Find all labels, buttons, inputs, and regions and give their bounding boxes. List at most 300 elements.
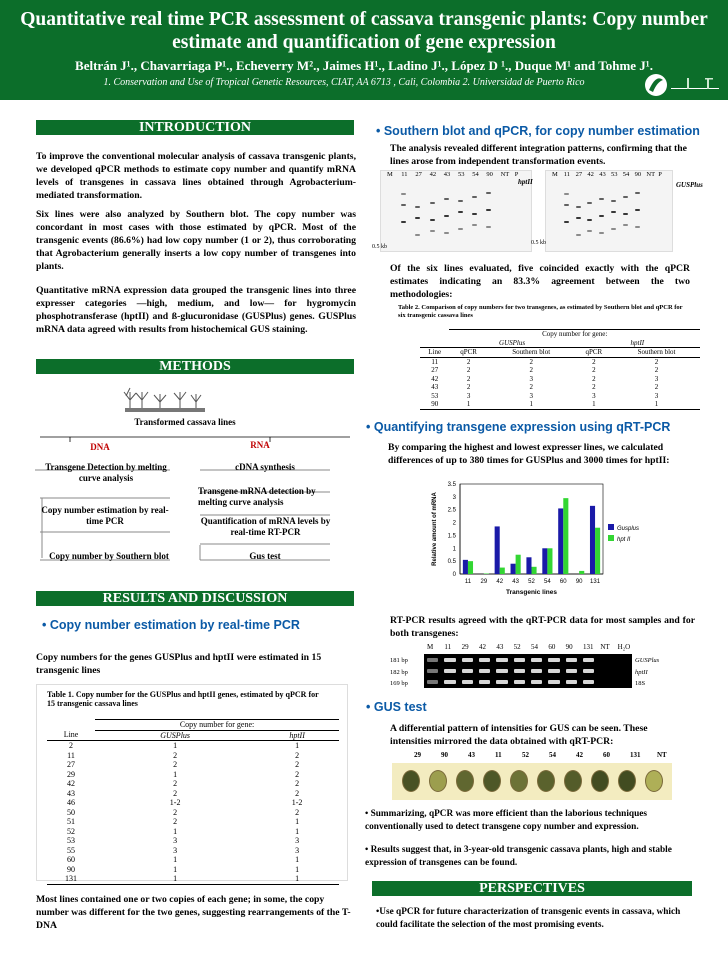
x-tick-label: 60 bbox=[559, 579, 567, 585]
table-2-cell: 2 bbox=[529, 366, 533, 374]
southern-blot-gusplus bbox=[545, 170, 673, 252]
table-1-header-cell: hptII bbox=[289, 730, 305, 740]
table-2-cell: 2 bbox=[592, 383, 596, 391]
gene-label-gusplus: GUSPlus bbox=[676, 181, 703, 189]
table-2-cell: 1 bbox=[592, 400, 596, 408]
blot-band bbox=[576, 206, 581, 208]
table-1-cell: 1 bbox=[295, 864, 300, 874]
poster-header bbox=[0, 0, 728, 100]
blot-band bbox=[458, 200, 463, 202]
blot-band bbox=[444, 198, 449, 200]
table-1-cell: 2 bbox=[295, 760, 300, 769]
table-1-row bbox=[47, 779, 339, 789]
gus-well bbox=[456, 770, 474, 792]
blot-band bbox=[623, 213, 628, 215]
author-list: Beltrán J¹., Chavarriaga P¹., Echeverry M²., Jaimes H¹., Ladino J¹., López D ¹., Duque M¹ and Tohme J¹. bbox=[75, 58, 653, 73]
perspectives-paragraph: •Use qPCR for future characterization of transgenic events in cassava, which could facilitate the selection of the most promising events. bbox=[376, 907, 681, 930]
table-1-cell: 2 bbox=[173, 760, 178, 769]
results-paragraph-1: Copy numbers for the genes GUSPlus and hptII were estimated in 15 transgenic lines bbox=[36, 652, 322, 676]
gus-well bbox=[591, 770, 609, 792]
table-1-cell: 2 bbox=[173, 779, 178, 788]
table-2-cell: 2 bbox=[654, 366, 659, 374]
gus-well-label: 29 bbox=[414, 751, 421, 759]
y-axis-label: Relative amount of mRNA bbox=[432, 492, 438, 566]
table-2-cell: 1 bbox=[654, 400, 659, 408]
rtpcr-band bbox=[548, 658, 559, 662]
table-1-cell: 2 bbox=[173, 788, 178, 798]
copy-number-subheading: • Copy number estimation by real-time PCR bbox=[42, 618, 300, 632]
table-1-caption: Table 1. Copy number for the GUSPlus and hptII genes, estimated by qPCR for 15 transgenic cassava lines bbox=[47, 690, 319, 708]
rtpcr-band bbox=[566, 680, 577, 684]
rtpcr-band bbox=[514, 658, 525, 662]
table-1-header-cell: GUSPlus bbox=[160, 730, 191, 740]
table-1-cell: 2 bbox=[173, 807, 178, 817]
x-tick-label: 43 bbox=[512, 579, 519, 585]
blot-band bbox=[401, 204, 406, 206]
table-1-row bbox=[47, 741, 339, 751]
table-2-row bbox=[420, 375, 700, 384]
rtpcr-lane-label: 131 bbox=[583, 643, 594, 651]
gus-well bbox=[645, 770, 663, 792]
table-2-cell: 3 bbox=[654, 374, 659, 383]
table-2-cell: 43 bbox=[431, 383, 439, 391]
blot-band bbox=[430, 230, 435, 232]
rtpcr-band bbox=[479, 669, 490, 673]
blot-band bbox=[576, 217, 581, 219]
southern-subheading: • Southern blot and qPCR, for copy number estimation bbox=[376, 124, 700, 138]
blot-band bbox=[401, 193, 406, 195]
blot-lane-label: 54 bbox=[622, 171, 630, 178]
rtpcr-band bbox=[531, 680, 542, 684]
table-2-cell: 90 bbox=[431, 400, 439, 408]
table-2-row bbox=[420, 400, 700, 409]
affiliation: 1. Conservation and Use of Tropical Genetic Resources, CIAT, AA 6713 , Cali, Colombia 2. Universidad de Puerto Rico bbox=[103, 77, 585, 88]
table-1-cell: 1 bbox=[173, 855, 178, 864]
blot-band bbox=[458, 228, 463, 230]
blot-lane-label: P bbox=[514, 171, 519, 178]
legend-label: Gusplus bbox=[617, 526, 640, 532]
blot-lane-label: 11 bbox=[563, 171, 571, 178]
blot-band bbox=[415, 217, 420, 219]
table-2-cell: 3 bbox=[592, 391, 596, 400]
blot-band bbox=[599, 215, 604, 217]
flow-rna: RNA bbox=[250, 440, 270, 450]
rtpcr-band bbox=[531, 669, 542, 673]
rtpcr-band bbox=[444, 669, 455, 673]
table-2-cell: 2 bbox=[592, 374, 596, 383]
blot-lane-label: 90 bbox=[486, 171, 493, 178]
blot-lane-label: 53 bbox=[611, 171, 618, 178]
table-2-box bbox=[390, 302, 700, 410]
blot-lane-label: NT bbox=[646, 171, 656, 178]
bar-hptII bbox=[563, 498, 568, 574]
x-tick-label: 54 bbox=[544, 579, 551, 585]
ciat-logo bbox=[643, 72, 723, 98]
table-2-cell: 2 bbox=[654, 383, 659, 391]
rtpcr-lane-label: 60 bbox=[548, 643, 556, 651]
table-2 bbox=[420, 329, 700, 410]
blot-band bbox=[486, 209, 491, 211]
southern-paragraph-2: Of the six lines evaluated, five coincided exactly with the qPCR estimates indicating an 83.3% agreement between the two methodologies: bbox=[390, 263, 690, 300]
table-1-cell: 46 bbox=[67, 798, 76, 807]
gene-gusplus: GUSPlus bbox=[635, 657, 660, 664]
flow-root: Transformed cassava lines bbox=[134, 417, 236, 427]
bar-gusplus bbox=[542, 548, 547, 574]
rtpcr-band bbox=[479, 680, 490, 684]
blot-band bbox=[444, 232, 449, 234]
bar-gusplus bbox=[511, 564, 516, 574]
table-2-cell: 11 bbox=[431, 357, 439, 366]
table-2-row bbox=[420, 383, 700, 392]
blot-band bbox=[635, 192, 640, 194]
table-1-cell: 1 bbox=[173, 864, 178, 874]
table-2-cell: 53 bbox=[431, 391, 439, 400]
table-1-cell: 1 bbox=[295, 855, 300, 864]
x-tick-label: 131 bbox=[590, 579, 601, 585]
table-2-cell: 2 bbox=[466, 366, 471, 374]
rtpcr-band bbox=[583, 669, 594, 673]
table-1-cell: 1 bbox=[173, 874, 178, 883]
flow-dna-step-1: Transgene Detection by melting curve analysis bbox=[45, 462, 167, 483]
table-1-cell: 53 bbox=[67, 836, 76, 845]
table-1-cell: 42 bbox=[67, 779, 76, 788]
blot-band bbox=[564, 204, 569, 206]
legend-swatch bbox=[608, 535, 614, 541]
table-1-cell: 2 bbox=[295, 807, 300, 817]
rtpcr-band bbox=[548, 680, 559, 684]
gus-well-label: 60 bbox=[603, 751, 610, 759]
table-1-cell: 2 bbox=[295, 788, 300, 798]
rtpcr-gene-labels bbox=[635, 655, 659, 690]
gus-well bbox=[402, 770, 420, 792]
table-2-cell: 2 bbox=[466, 383, 471, 391]
blot-lane-label: 90 bbox=[634, 171, 642, 178]
blot-lane-label: 43 bbox=[599, 171, 606, 178]
blot-band bbox=[458, 211, 463, 213]
table-1-cell: 2 bbox=[173, 750, 178, 760]
bar-gusplus bbox=[463, 560, 468, 574]
table-2-cell: 2 bbox=[592, 366, 596, 374]
table-1-row bbox=[47, 808, 339, 818]
rtpcr-band bbox=[444, 680, 455, 684]
blot-lane-label: M bbox=[387, 171, 393, 178]
table-1-cell: 1 bbox=[295, 874, 300, 883]
blot-band bbox=[472, 196, 477, 198]
flow-rna-step-3: Quantification of mRNA levels by real-time RT-PCR bbox=[200, 516, 331, 537]
bar-gusplus bbox=[526, 557, 531, 574]
blot-band bbox=[611, 211, 616, 213]
rtpcr-lane-label: 42 bbox=[479, 643, 486, 651]
table-2-row bbox=[420, 392, 700, 401]
blot-band bbox=[415, 234, 420, 236]
table-1-row bbox=[47, 836, 339, 846]
y-tick-label: 2.5 bbox=[447, 507, 456, 514]
gus-well-label: 42 bbox=[576, 751, 583, 759]
y-tick-label: 3.5 bbox=[447, 482, 456, 488]
table-1-header-cell: Line bbox=[63, 730, 79, 740]
gus-paragraph-1: A differential pattern of intensities for GUS can be seen. These intensities mirrored the data obtained with qRT-PCR: bbox=[390, 723, 648, 747]
gus-well bbox=[510, 770, 528, 792]
table-1-cell: 2 bbox=[69, 741, 74, 750]
size-169: 169 bp bbox=[390, 680, 408, 687]
rtpcr-band bbox=[531, 658, 542, 662]
bar-hptII bbox=[547, 548, 552, 574]
table-1-row bbox=[47, 817, 339, 827]
bar-hptII bbox=[579, 571, 584, 574]
table-1-cell: 2 bbox=[173, 817, 178, 826]
blot-band bbox=[599, 232, 604, 234]
table-1-cell: 1 bbox=[173, 826, 178, 836]
rtpcr-band bbox=[427, 658, 438, 662]
gus-well-label: 11 bbox=[495, 751, 502, 759]
flow-rna-step-1: cDNA synthesis bbox=[235, 462, 295, 472]
gus-well bbox=[537, 770, 555, 792]
blot-band bbox=[611, 200, 616, 202]
results-paragraph-2: Most lines contained one or two copies of each gene; in some, the copy number was different for the two genes, suggesting rearrangements of the T-DNA bbox=[36, 894, 351, 931]
table-2-cell: 2 bbox=[529, 383, 533, 391]
rtpcr-lane-label: M bbox=[427, 643, 434, 651]
x-tick-label: 90 bbox=[575, 579, 583, 585]
kb-marker-1: 0.5 kb bbox=[372, 244, 387, 250]
table-2-gusplus: GUSPlus bbox=[499, 338, 526, 347]
blot-band bbox=[623, 224, 628, 226]
table-1-box bbox=[36, 684, 348, 881]
rtpcr-band bbox=[496, 669, 507, 673]
table-1-cell: 51 bbox=[67, 817, 76, 826]
rtpcr-band bbox=[479, 658, 490, 662]
introduction-heading: INTRODUCTION bbox=[36, 120, 354, 135]
flow-dna-step-2: Copy number estimation by real-time PCR bbox=[41, 505, 169, 526]
rtpcr-band bbox=[514, 680, 525, 684]
rtpcr-lane-label: H₂O bbox=[617, 643, 631, 651]
table-2-cell: 3 bbox=[529, 374, 533, 383]
poster-title: Quantitative real time PCR assessment of cassava transgenic plants: Copy number estimate and quantification of gene expression bbox=[20, 9, 708, 53]
y-tick-label: 2 bbox=[452, 520, 456, 527]
blot-lane-label: 11 bbox=[401, 171, 408, 178]
gus-well-label: 90 bbox=[441, 751, 448, 759]
perspectives-heading: PERSPECTIVES bbox=[372, 881, 692, 896]
rtpcr-band bbox=[427, 680, 438, 684]
table-1-cell: 1-2 bbox=[291, 798, 303, 807]
table-1-cell: 1 bbox=[173, 741, 178, 750]
table-2-group: Copy number for gene: bbox=[449, 330, 700, 339]
table-1-cell: 3 bbox=[295, 836, 300, 845]
table-2-cell: 3 bbox=[466, 391, 471, 400]
rtpcr-band bbox=[427, 669, 438, 673]
rtpcr-lane-label: 11 bbox=[444, 643, 452, 651]
table-1-cell: 2 bbox=[295, 769, 300, 779]
table-1-cell: 1 bbox=[295, 826, 300, 836]
blot-band bbox=[472, 224, 477, 226]
y-tick-label: 0 bbox=[452, 572, 456, 578]
table-1-cell: 1 bbox=[295, 741, 300, 750]
table-1-row bbox=[47, 760, 339, 770]
table-2-header-cell: qPCR bbox=[585, 348, 603, 356]
gus-well-label: 52 bbox=[522, 751, 529, 759]
rtpcr-band bbox=[566, 669, 577, 673]
gene-hptII: hptII bbox=[635, 668, 648, 676]
rtpcr-lane-label: NT bbox=[600, 643, 610, 651]
table-2-cell: 2 bbox=[654, 357, 659, 366]
y-tick-label: 0.5 bbox=[447, 559, 456, 566]
blot-lane-label: P bbox=[658, 171, 662, 178]
blot-lane-label: 27 bbox=[415, 171, 422, 178]
bar-hptII bbox=[484, 573, 489, 574]
blot-lane-label: 43 bbox=[443, 171, 451, 178]
results-heading: RESULTS AND DISCUSSION bbox=[36, 591, 354, 606]
gus-well-labels bbox=[404, 751, 674, 763]
qrt-paragraph-2: RT-PCR results agreed with the qRT-PCR data for most samples and for both transgenes: bbox=[390, 615, 695, 639]
gus-well bbox=[483, 770, 501, 792]
table-1-cell: 29 bbox=[67, 769, 76, 779]
x-axis-label: Transgenic lines bbox=[506, 589, 557, 596]
blot-lane-label: 27 bbox=[575, 171, 583, 178]
rtpcr-gel bbox=[424, 654, 632, 688]
bar-hptII bbox=[516, 555, 521, 574]
table-1-cell: 3 bbox=[173, 836, 178, 845]
table-1-cell: 3 bbox=[295, 845, 300, 855]
table-2-cell: 2 bbox=[466, 357, 471, 366]
gus-staining-plate bbox=[392, 763, 672, 800]
gus-well-label: 43 bbox=[468, 751, 475, 759]
table-1-cell: 43 bbox=[67, 788, 76, 798]
expression-bar-chart bbox=[418, 476, 688, 604]
table-1-cell: 2 bbox=[295, 750, 300, 760]
gus-well-label: 131 bbox=[630, 751, 641, 759]
table-2-header-cell: Southern blot bbox=[637, 348, 676, 356]
table-1-cell: 1 bbox=[173, 769, 178, 779]
rtpcr-lane-label: 90 bbox=[565, 643, 573, 651]
blot-band bbox=[611, 228, 616, 230]
bar-hptII bbox=[595, 528, 600, 574]
rtpcr-band bbox=[583, 680, 594, 684]
blot-band bbox=[576, 234, 581, 236]
x-tick-label: 29 bbox=[480, 579, 488, 585]
bar-gusplus bbox=[590, 506, 595, 574]
x-tick-label: 11 bbox=[464, 579, 472, 585]
table-1-cell: 11 bbox=[67, 750, 75, 760]
gene-label-hptII: hptII bbox=[518, 178, 533, 186]
table-2-cell: 2 bbox=[466, 374, 471, 383]
rtpcr-lane-label: 29 bbox=[461, 643, 469, 651]
table-2-row bbox=[420, 357, 700, 366]
blot-band bbox=[599, 198, 604, 200]
table-1-cell: 50 bbox=[67, 807, 76, 817]
qrt-paragraph-1: By comparing the highest and lowest expresser lines, we calculated differences of up to 380 times for GUSPlus and 3000 times for hptII: bbox=[388, 442, 670, 466]
x-tick-label: 42 bbox=[496, 579, 504, 585]
blot-lane-label: 42 bbox=[587, 171, 594, 178]
blot-lane-label: 42 bbox=[429, 171, 437, 178]
gus-well bbox=[618, 770, 636, 792]
blot-band bbox=[635, 209, 640, 211]
table-2-cell: 1 bbox=[466, 400, 471, 408]
blot-band bbox=[587, 219, 592, 221]
blot-band bbox=[564, 193, 569, 195]
table-2-hptII: hptII bbox=[630, 338, 645, 347]
blot-band bbox=[430, 219, 435, 221]
rtpcr-band bbox=[444, 658, 455, 662]
table-1-row bbox=[47, 855, 339, 865]
blot-lane-label: 54 bbox=[472, 171, 479, 178]
gus-subheading: • GUS test bbox=[366, 700, 427, 714]
flow-rna-step-2: Transgene mRNA detection by melting curve analysis bbox=[198, 486, 316, 507]
table-1-cell: 60 bbox=[67, 855, 76, 864]
blot-lane-label: NT bbox=[500, 171, 510, 178]
rtpcr-size-labels bbox=[390, 655, 408, 690]
table-2-header-cell: qPCR bbox=[460, 348, 477, 356]
blot-band bbox=[486, 226, 491, 228]
table-1-cell: 1-2 bbox=[169, 798, 181, 807]
table-1-row bbox=[47, 798, 339, 808]
bar-hptII bbox=[500, 568, 505, 574]
blot-band bbox=[486, 192, 491, 194]
y-tick-label: 1.5 bbox=[447, 533, 456, 540]
gene-18s: 18S bbox=[635, 680, 646, 687]
bar-hptII bbox=[532, 567, 537, 574]
rtpcr-band bbox=[462, 680, 473, 684]
qrt-subheading: • Quantifying transgene expression using qRT-PCR bbox=[366, 420, 671, 434]
rtpcr-lane-label: 43 bbox=[496, 643, 504, 651]
blot-band bbox=[430, 202, 435, 204]
rtpcr-band bbox=[566, 658, 577, 662]
rtpcr-lane-label: 52 bbox=[513, 643, 521, 651]
blot-band bbox=[564, 221, 569, 223]
bar-gusplus bbox=[558, 508, 563, 574]
southern-blot-hptII bbox=[380, 170, 532, 252]
flow-dna: DNA bbox=[90, 442, 110, 452]
rtpcr-band bbox=[496, 658, 507, 662]
table-1-cell: 27 bbox=[67, 760, 76, 769]
blot-band bbox=[444, 215, 449, 217]
blot-band bbox=[401, 221, 406, 223]
table-2-header-cell: Line bbox=[428, 348, 442, 356]
blot-band bbox=[623, 196, 628, 198]
methods-heading: METHODS bbox=[36, 359, 354, 374]
intro-paragraph-1: To improve the conventional molecular analysis of cassava transgenic plants, we developed qPCR methods to estimate copy number and quantify mRNA levels of transgenes in cassava lines obtained through Agrobacterium-mediated transformation. bbox=[36, 151, 356, 201]
summary-2: • Results suggest that, in 3-year-old transgenic cassava plants, high and stable expression of transgenes can be found. bbox=[365, 845, 672, 868]
table-1-cell: 2 bbox=[295, 779, 300, 788]
y-tick-label: 1 bbox=[452, 546, 456, 553]
rtpcr-band bbox=[462, 658, 473, 662]
rtpcr-lane-label: 54 bbox=[531, 643, 538, 651]
rtpcr-band bbox=[496, 680, 507, 684]
table-2-cell: 3 bbox=[654, 391, 659, 400]
table-2-cell: 27 bbox=[431, 366, 439, 374]
plant-icons bbox=[124, 388, 205, 412]
table-1-row bbox=[47, 751, 339, 761]
table-1-group: Copy number for gene: bbox=[95, 720, 339, 731]
intro-paragraph-3: Quantitative mRNA expression data grouped the transgenic lines into three expresser categories —high, medium, and low— for hygromycin phosphotransferase (hptII) and ß-glucuronidase (GUSPlus) genes. GUSPlus mRNA data agreed with results from histochemical GUS staining. bbox=[36, 285, 356, 335]
intro-paragraph-2: Six lines were also analyzed by Southern blot. The copy number was concordant in most cases with those estimated by qPCR. Most of the transgenic events (86.6%) had low copy number (1 or 2), thus corroborating that Agrobacterium generally inserts a low copy number of transgenes into plants. bbox=[36, 209, 356, 272]
legend-label: hpt II bbox=[617, 537, 631, 543]
y-tick-label: 3 bbox=[452, 494, 456, 501]
table-1-cell: 90 bbox=[67, 864, 76, 874]
table-2-cell: 3 bbox=[529, 391, 533, 400]
legend-swatch bbox=[608, 524, 614, 530]
table-2-row bbox=[420, 366, 700, 375]
blot-band bbox=[587, 202, 592, 204]
southern-paragraph-1: The analysis revealed different integration patterns, confirming that the lines arose from independent transformation events. bbox=[390, 143, 687, 167]
bar-gusplus bbox=[495, 526, 500, 574]
table-1 bbox=[47, 719, 339, 885]
blot-band bbox=[415, 206, 420, 208]
table-1-row bbox=[47, 827, 339, 837]
table-2-caption: Table 2. Comparison of copy numbers for two transgenes, as estimated by Southern blot and qPCR for six transgenic cassava lines bbox=[398, 304, 683, 319]
table-2-cell: 2 bbox=[529, 357, 533, 366]
gus-well bbox=[429, 770, 447, 792]
table-1-row bbox=[47, 770, 339, 780]
x-tick-label: 52 bbox=[528, 579, 535, 585]
